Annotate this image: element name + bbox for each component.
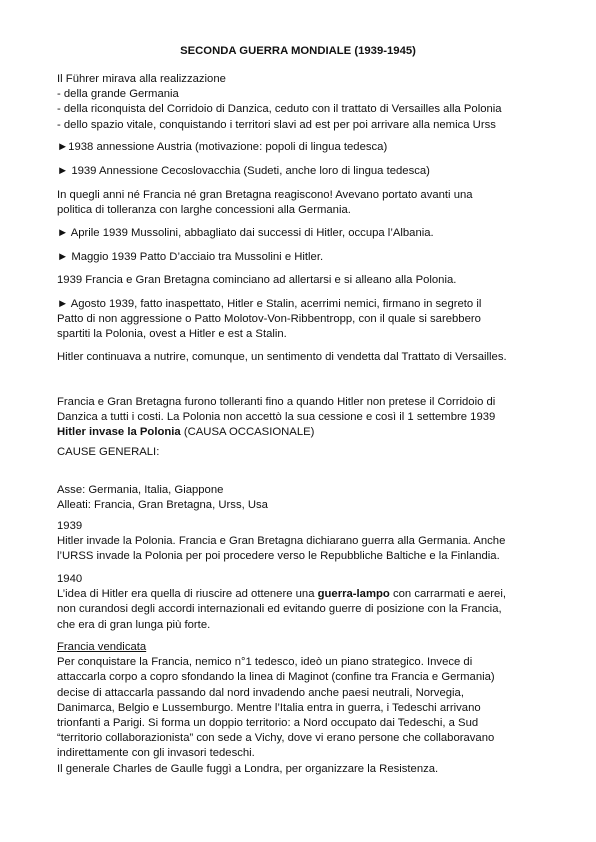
paragraph-line: trionfanti a Parigi. Si forma un doppio territorio: a Nord occupato dai Tedeschi, a Sud <box>57 717 479 730</box>
schieramenti-paragraph <box>57 483 557 513</box>
paragraph-line: Per conquistare la Francia, nemico n°1 tedesco, ideò un piano strategico. Invece di <box>57 656 473 669</box>
year-label: 1940 <box>57 573 83 585</box>
paragraph-vendetta <box>57 350 557 365</box>
paragraph-line: ► Maggio 1939 Patto D’acciaio tra Mussolini e Hitler. <box>57 251 324 263</box>
paragraph-line: Hitler invade la Polonia. Francia e Gran Bretagna dichiarano guerra alla Germania. Anche <box>57 535 506 548</box>
paragraph-line: Danzica a tutti i costi. La Polonia non accettò la sua cessione e così il 1 settembre 1939 <box>57 411 496 424</box>
paragraph-line: non curandosi degli accordi internazionali ed evitando guerre di posizione con la Francia, <box>57 603 502 616</box>
paragraph-line: attaccarla corpo a copro sfondando la linea di Maginot (confine tra Francia e Germania) <box>57 671 495 684</box>
paragraph-1938 <box>57 140 557 155</box>
intro-line: - della riconquista del Corridoio di Danzica, ceduto con il trattato di Versailles alla Polonia <box>57 103 502 116</box>
paragraph-line: Danimarca, Belgio e Lussemburgo. Mentre l’Italia entra in guerra, i Tedeschi arrivano <box>57 701 481 714</box>
paragraph-text: (CAUSA OCCASIONALE) <box>180 426 315 439</box>
paragraph-1939-cecoslovacchia <box>57 164 557 179</box>
paragraph-line: politica di tolleranza con larghe concessioni alla Germania. <box>57 204 351 217</box>
document-title: SECONDA GUERRA MONDIALE (1939-1945) <box>180 45 416 57</box>
paragraph-line: ► Agosto 1939, fatto inaspettato, Hitler e Stalin, acerrimi nemici, firmano in segreto il <box>57 298 482 310</box>
intro-paragraph <box>57 72 557 133</box>
paragraph-agosto-1939 <box>57 297 557 343</box>
cause-generali-heading <box>57 445 557 460</box>
paragraph-line: indirettamente con gli invasori tedeschi. <box>57 747 255 760</box>
paragraph-tolleranza <box>57 188 557 218</box>
paragraph-line: “territorio collaborazionista” con sede a Vichy, dove vi erano persone che collaboravano <box>57 732 495 745</box>
paragraph-danzica <box>57 395 557 441</box>
bold-text: Hitler invase la Polonia <box>57 426 181 439</box>
paragraph-line: ►1938 annessione Austria (motivazione: popoli di lingua tedesca) <box>57 141 388 153</box>
paragraph-line: Hitler continuava a nutrire, comunque, un sentimento di vendetta dal Trattato di Versailles. <box>57 351 507 363</box>
year-label: 1939 <box>57 520 83 532</box>
paragraph-line: ► 1939 Annessione Cecoslovacchia (Sudeti, anche loro di lingua tedesca) <box>57 165 430 177</box>
paragraph-line: spartiti la Polonia, ovest a Hitler e est a Stalin. <box>57 328 287 341</box>
paragraph-line: che era di gran lunga più forte. <box>57 618 211 631</box>
paragraph-line: l’URSS invade la Polonia per poi procedere verso le Repubbliche Baltiche e la Finlandia. <box>57 550 500 563</box>
section-francia-vendicata <box>57 640 557 777</box>
paragraph-line: 1939 Francia e Gran Bretagna cominciano ad allertarsi e si alleano alla Polonia. <box>57 274 457 286</box>
paragraph-line <box>57 587 557 602</box>
intro-line: Il Führer mirava alla realizzazione <box>57 73 226 85</box>
paragraph-line: ► Aprile 1939 Mussolini, abbagliato dai successi di Hitler, occupa l’Albania. <box>57 227 434 239</box>
paragraph-line: Francia e Gran Bretagna furono tolleranti fino a quando Hitler non pretese il Corridoio di <box>57 396 496 408</box>
paragraph-line: In quegli anni né Francia né gran Bretagna reagiscono! Avevano portato avanti una <box>57 189 473 201</box>
paragraph-text: con carrarmati e aerei, <box>389 588 506 601</box>
section-heading: Francia vendicata <box>57 641 147 653</box>
paragraph-alleanza-polonia <box>57 273 557 288</box>
paragraph-line: Alleati: Francia, Gran Bretagna, Urss, Usa <box>57 499 268 512</box>
paragraph-text: L’idea di Hitler era quella di riuscire ad ottenere una <box>57 588 318 601</box>
section-1939 <box>57 519 557 565</box>
paragraph-line: Asse: Germania, Italia, Giappone <box>57 484 224 496</box>
intro-line: - della grande Germania <box>57 88 179 101</box>
paragraph-line <box>57 425 557 440</box>
paragraph-line: decise di attaccarla passando dal nord invadendo anche paesi neutrali, Norvegia, <box>57 686 464 699</box>
paragraph-line: Patto di non aggressione o Patto Molotov-Von-Ribbentropp, con il quale si sarebbero <box>57 313 481 326</box>
paragraph-maggio-1939 <box>57 250 557 265</box>
section-1940 <box>57 572 557 633</box>
paragraph-line: Il generale Charles de Gaulle fuggì a Londra, per organizzare la Resistenza. <box>57 762 439 775</box>
bold-text: guerra-lampo <box>317 588 390 601</box>
paragraph-aprile-1939 <box>57 226 557 241</box>
intro-line: - dello spazio vitale, conquistando i territori slavi ad est per poi arrivare alla nemica Urss <box>57 118 496 131</box>
paragraph-line: CAUSE GENERALI: <box>57 446 160 458</box>
